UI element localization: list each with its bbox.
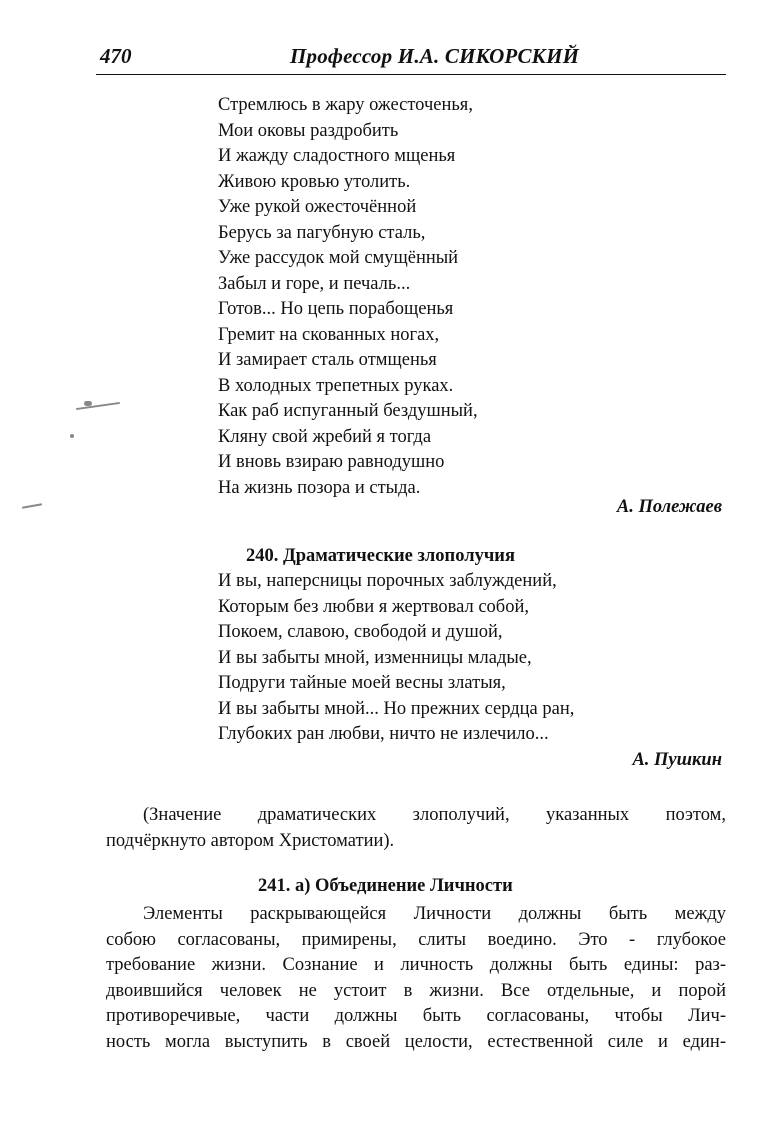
poem-line: Мои оковы раздробить (218, 120, 399, 141)
poem-line: И вы, наперсницы порочных заблуждений, (218, 571, 557, 591)
section-241-title: 241. а) Объединение Личности (258, 876, 513, 896)
scan-mark (84, 401, 92, 406)
note-line: подчёркнуто автором Христоматии). (106, 830, 395, 851)
paragraph-line: Элементы раскрывающейся Личности должны быть между (143, 904, 726, 924)
poem-line: Готов... Но цепь порабощенья (218, 299, 454, 319)
paragraph-line: требование жизни. Сознание и личность должны быть едины: раз- (106, 955, 726, 975)
poem-line: В холодных трепетных руках. (218, 375, 454, 396)
page-header (96, 42, 726, 76)
poem-line: Глубоких ран любви, ничто не излечило... (218, 724, 549, 744)
poem-line: Как раб испуганный бездушный, (218, 401, 478, 421)
poem-line: Подруги тайные моей весны златыя, (218, 673, 506, 693)
poem-line: Уже рассудок мой смущённый (218, 248, 459, 268)
editor-note (106, 803, 726, 854)
poem-line: И вы забыты мной... Но прежних сердца ран, (218, 698, 575, 719)
poem-line: Стремлюсь в жару ожесточенья, (218, 95, 473, 115)
section-240-title: 240. Драматические злополучия (246, 546, 515, 566)
poem-pushkin (218, 569, 574, 748)
paragraph-line: двоившийся человек не устоит в жизни. Все отдельные, и порой (106, 980, 726, 1001)
author-polezhaev: А. Полежаев (616, 497, 722, 517)
scan-mark (22, 503, 42, 508)
poem-line: Уже рукой ожесточённой (218, 197, 417, 217)
scan-mark (76, 402, 120, 410)
poem-line: Живою кровью утолить. (218, 171, 411, 192)
section-241-paragraph (106, 902, 726, 1055)
poem-line: Гремит на скованных ногах, (218, 324, 440, 345)
poem-line: И вы забыты мной, изменницы младые, (218, 647, 532, 668)
poem-line: На жизнь позора и стыда. (218, 477, 421, 498)
scan-mark (70, 434, 74, 438)
paragraph-line: противоречивые, части должны быть согласованы, чтобы Лич- (106, 1006, 726, 1026)
poem-line: Берусь за пагубную сталь, (218, 222, 426, 243)
poem-line: И жажду сладостного мщенья (218, 146, 456, 166)
poem-line: Кляну свой жребий я тогда (218, 426, 432, 447)
running-title: Профессор И.А. СИКОРСКИЙ (290, 44, 580, 68)
poem-line: И замирает сталь отмщенья (218, 350, 437, 370)
note-line: (Значение драматических злополучий, указанных поэтом, (143, 805, 726, 825)
poem-line: Забыл и горе, и печаль... (218, 273, 411, 294)
page-number: 470 (100, 44, 132, 68)
poem-polezhaev (218, 93, 478, 501)
poem-line: Покоем, славою, свободой и душой, (218, 622, 503, 642)
poem-line: Которым без любви я жертвовал собой, (218, 596, 529, 617)
header-rule (96, 74, 726, 75)
poem-line: И вновь взираю равнодушно (218, 452, 445, 472)
paragraph-line: собою согласованы, примирены, слиты воедино. Это - глубокое (106, 929, 726, 950)
author-pushkin: А. Пушкин (632, 750, 722, 770)
paragraph-line: ность могла выступить в своей целости, естественной силе и един- (106, 1031, 726, 1052)
